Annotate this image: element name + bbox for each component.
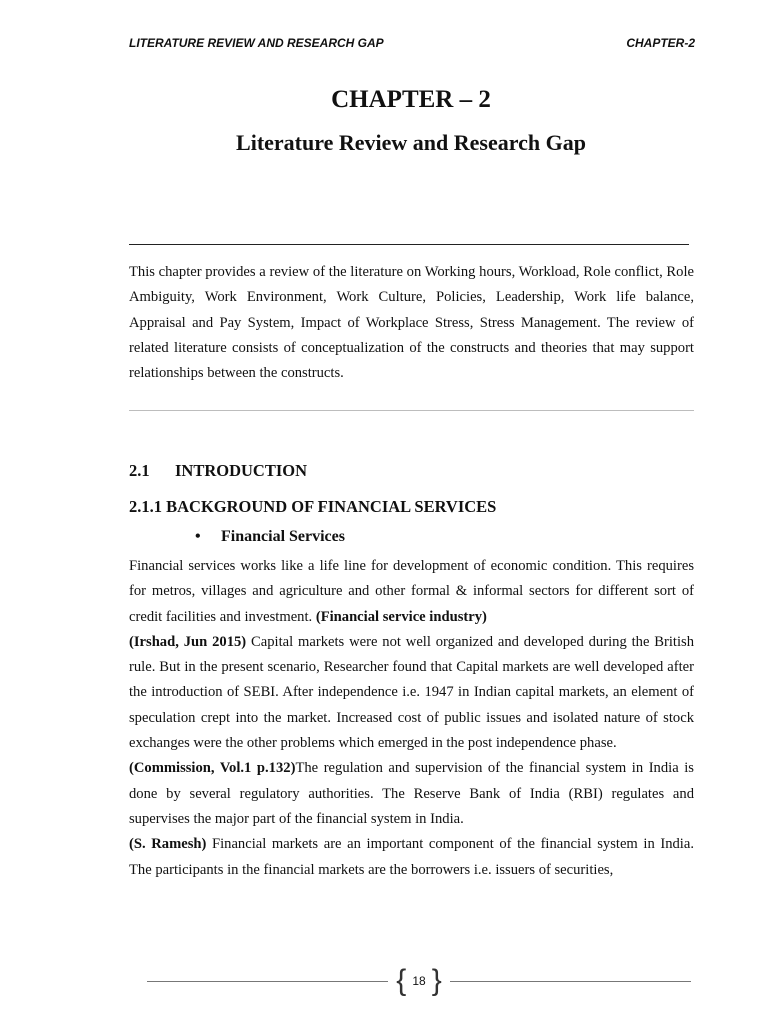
chapter-title: Literature Review and Research Gap [236, 130, 586, 155]
citation: (Irshad, Jun 2015) [129, 633, 247, 650]
abstract-divider [129, 410, 694, 411]
paragraph [129, 554, 694, 630]
paragraph [129, 630, 694, 756]
paragraph-text: The regulation and supervision of the financial system in India is done by several regulatory authorities. The Reserve Bank of India (RBI) regulates and supervises the major part of the financial system in India. [129, 760, 694, 827]
section-heading [129, 461, 307, 481]
page-number: 18 [412, 974, 426, 988]
running-header-title: LITERATURE REVIEW AND RESEARCH GAP [129, 36, 384, 50]
left-brace-icon: { [396, 964, 407, 997]
paragraph-text: Capital markets were not well organized and developed during the British rule. But in the present scenario, Researcher found that Capital markets are well developed after the introduction of SEBI. After independence i.e. 1947 in Indian capital markets, an element of speculation crept into the market. Increased cost of public issues and isolated nature of stock exchanges were the other problems which emerged in the post independence phase. [129, 633, 695, 752]
bullet-title: Financial Services [221, 528, 345, 545]
running-header [129, 34, 695, 52]
citation: (Commission, Vol.1 p.132) [129, 760, 296, 777]
citation: (S. Ramesh) [129, 836, 207, 853]
footer-line-right [450, 981, 691, 982]
paragraph [129, 756, 694, 832]
paragraph [129, 832, 694, 883]
subsection-number: 2.1.1 [129, 497, 162, 516]
bullet-icon: • [195, 528, 201, 545]
page-number-box [388, 966, 449, 996]
paragraph-text: Financial services works like a life line for development of economic condition. This requires for metros, villages and agriculture and other formal & informal sectors for different sort of credit facilities and investment. [129, 558, 694, 625]
bullet-heading [195, 528, 345, 546]
right-brace-icon: } [431, 964, 442, 997]
running-header-chapter: CHAPTER-2 [626, 36, 695, 50]
chapter-abstract: This chapter provides a review of the literature on Working hours, Workload, Role conflict, Role Ambiguity, Work Environment, Work Culture, Policies, Leadership, Work life balance, Appraisal and Pay System, Impact of Workplace Stress, Stress Management. The review of related literature consists of conceptualization of the constructs and theories that may support relationships between the constructs. [129, 264, 694, 382]
body-text [129, 554, 694, 883]
section-number: 2.1 [129, 461, 150, 480]
citation: (Financial service industry) [315, 608, 487, 625]
paragraph-text: Financial markets are an important component of the financial system in India. The participants in the financial markets are the borrowers i.e. issuers of securities, [129, 836, 694, 878]
subsection-title: BACKGROUND OF FINANCIAL SERVICES [166, 497, 497, 516]
page-footer [147, 966, 691, 996]
chapter-label: CHAPTER – 2 [331, 86, 491, 113]
section-title: INTRODUCTION [175, 461, 308, 480]
footer-line-left [147, 981, 388, 982]
title-divider [129, 244, 689, 245]
subsection-heading [129, 497, 496, 517]
